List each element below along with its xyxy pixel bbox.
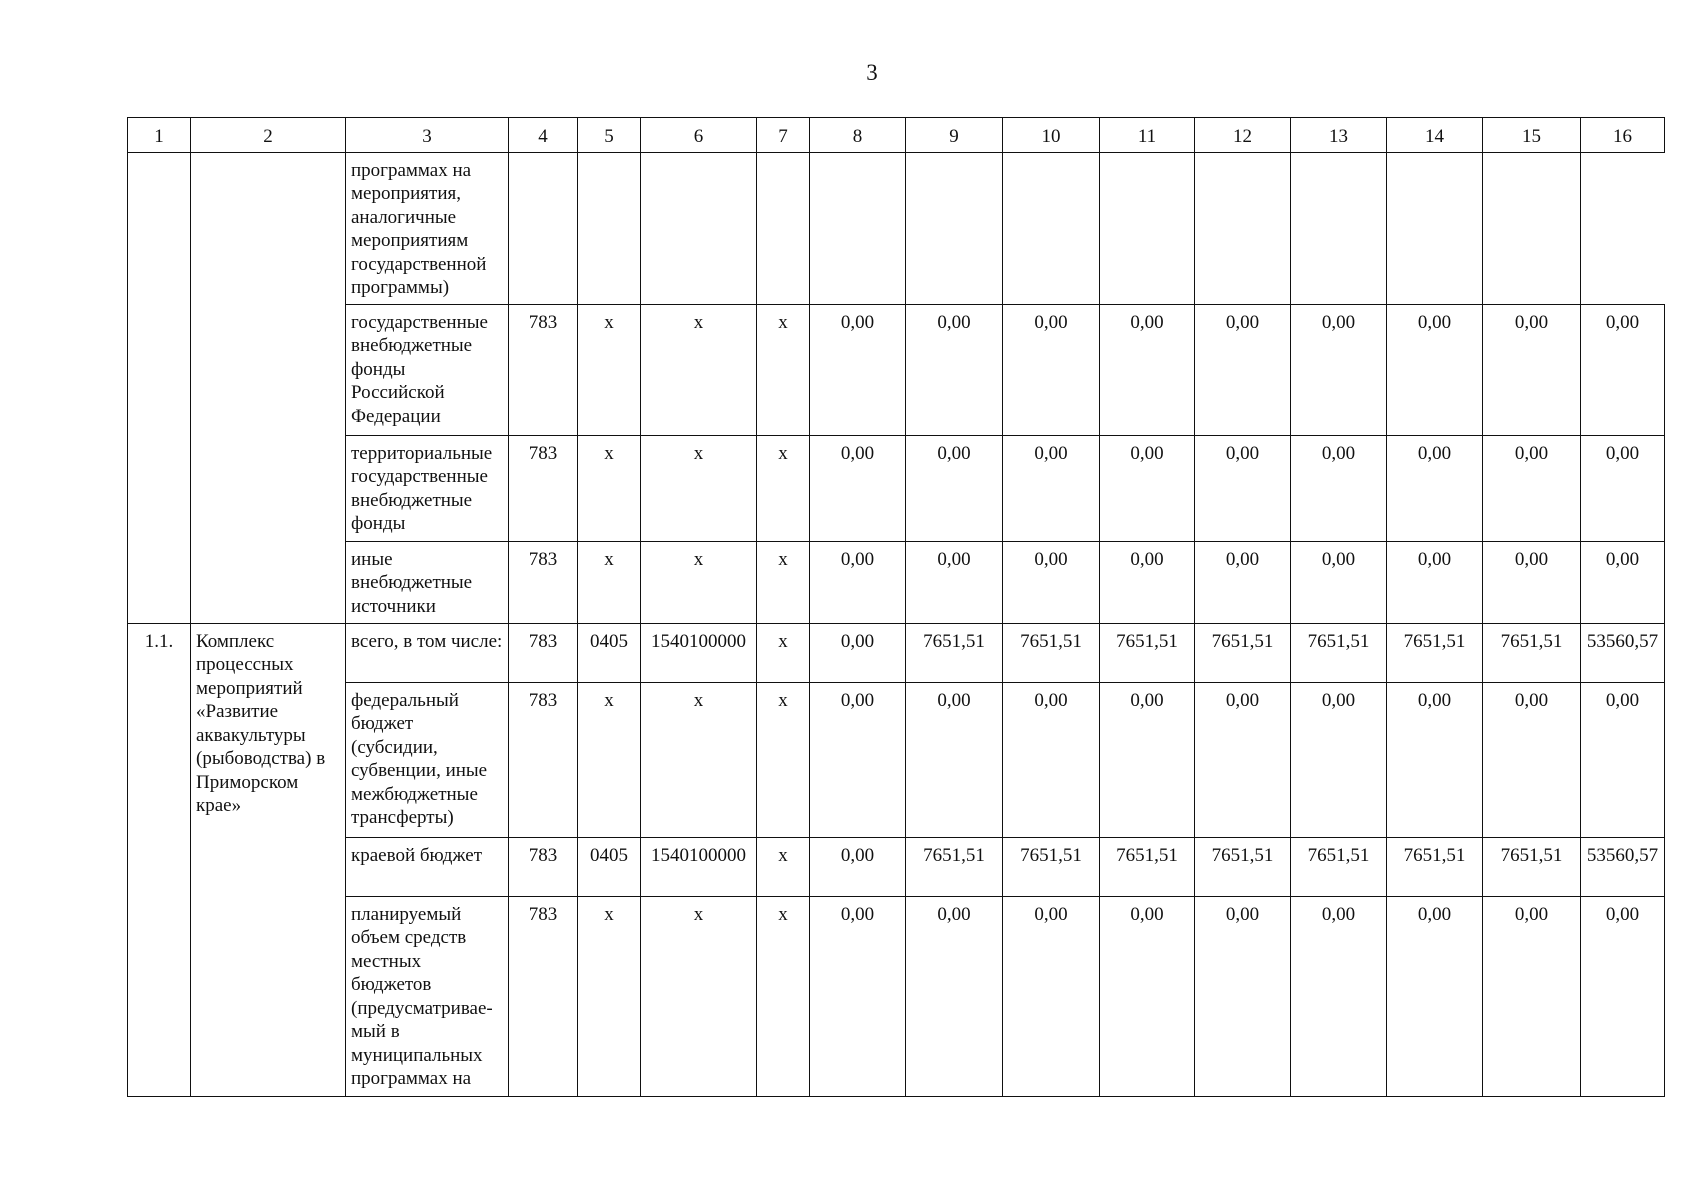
- source-cell: иные внебюджетные источники: [346, 541, 509, 623]
- table-cell: [1100, 152, 1195, 304]
- value-cell: х: [757, 541, 810, 623]
- value-cell: 7651,51: [1387, 623, 1483, 682]
- value-cell: 0,00: [1100, 541, 1195, 623]
- header-cell: 11: [1100, 118, 1195, 153]
- header-cell: 5: [578, 118, 641, 153]
- value-cell: 0,00: [1003, 896, 1100, 1096]
- value-cell: 0,00: [1581, 435, 1665, 541]
- header-cell: 7: [757, 118, 810, 153]
- source-cell: краевой бюджет: [346, 837, 509, 896]
- value-cell: 0,00: [1195, 435, 1291, 541]
- row-number-cell: [128, 152, 191, 623]
- row-name-cell: Комплекс процессных мероприятий «Развитие аквакультуры (рыбоводства) в Приморском крае»: [191, 623, 346, 1096]
- header-cell: 4: [509, 118, 578, 153]
- value-cell: 0,00: [1483, 435, 1581, 541]
- value-cell: х: [641, 541, 757, 623]
- page-number: 3: [866, 60, 878, 85]
- value-cell: 0,00: [1483, 541, 1581, 623]
- value-cell: 1540100000: [641, 837, 757, 896]
- value-cell: 0,00: [1003, 682, 1100, 837]
- value-cell: 0,00: [1483, 682, 1581, 837]
- value-cell: 0,00: [810, 682, 906, 837]
- value-cell: 7651,51: [1483, 623, 1581, 682]
- value-cell: 0,00: [1195, 304, 1291, 435]
- table-cell: [1195, 152, 1291, 304]
- header-cell: 12: [1195, 118, 1291, 153]
- table-cell: [1291, 152, 1387, 304]
- value-cell: х: [578, 435, 641, 541]
- value-cell: 0,00: [1003, 541, 1100, 623]
- value-cell: 0,00: [1003, 304, 1100, 435]
- header-cell: 10: [1003, 118, 1100, 153]
- header-cell: 14: [1387, 118, 1483, 153]
- value-cell: 0,00: [1291, 896, 1387, 1096]
- value-cell: 0,00: [810, 541, 906, 623]
- value-cell: 0,00: [1387, 435, 1483, 541]
- table-row: [128, 304, 1665, 435]
- value-cell: 0,00: [810, 435, 906, 541]
- table-row: [128, 837, 1665, 896]
- value-cell: 783: [509, 435, 578, 541]
- value-cell: 0,00: [810, 837, 906, 896]
- row-number-cell: 1.1.: [128, 623, 191, 1096]
- value-cell: 783: [509, 896, 578, 1096]
- table-header-row: [128, 118, 1665, 153]
- header-cell: 15: [1483, 118, 1581, 153]
- table-cell: [810, 152, 906, 304]
- value-cell: х: [757, 623, 810, 682]
- value-cell: 7651,51: [906, 623, 1003, 682]
- value-cell: 0,00: [1387, 682, 1483, 837]
- header-cell: 3: [346, 118, 509, 153]
- value-cell: 0,00: [1195, 541, 1291, 623]
- value-cell: 0,00: [810, 896, 906, 1096]
- value-cell: 0,00: [810, 304, 906, 435]
- value-cell: 0,00: [1483, 304, 1581, 435]
- table-cell: [578, 152, 641, 304]
- value-cell: 7651,51: [1100, 837, 1195, 896]
- table-row: [128, 435, 1665, 541]
- value-cell: 7651,51: [1100, 623, 1195, 682]
- value-cell: х: [641, 435, 757, 541]
- value-cell: 783: [509, 623, 578, 682]
- value-cell: 0,00: [1291, 682, 1387, 837]
- value-cell: 783: [509, 541, 578, 623]
- row-name-cell: [191, 152, 346, 623]
- table-cell: [1483, 152, 1581, 304]
- source-cell: программах на мероприятия, аналогичные мероприятиям государственной программы): [346, 152, 509, 304]
- value-cell: х: [641, 304, 757, 435]
- value-cell: 783: [509, 304, 578, 435]
- value-cell: 7651,51: [1387, 837, 1483, 896]
- value-cell: 0,00: [1100, 682, 1195, 837]
- value-cell: 7651,51: [1291, 837, 1387, 896]
- header-cell: 9: [906, 118, 1003, 153]
- value-cell: 7651,51: [906, 837, 1003, 896]
- value-cell: 0,00: [1100, 896, 1195, 1096]
- header-cell: 13: [1291, 118, 1387, 153]
- value-cell: 53560,57: [1581, 623, 1665, 682]
- value-cell: 0,00: [1581, 304, 1665, 435]
- source-cell: государственные внебюджетные фонды Российской Федерации: [346, 304, 509, 435]
- value-cell: 0,00: [1291, 541, 1387, 623]
- value-cell: 7651,51: [1291, 623, 1387, 682]
- source-cell: федеральный бюджет (субсидии, субвенции, иные межбюджетные трансферты): [346, 682, 509, 837]
- value-cell: 0,00: [1100, 435, 1195, 541]
- value-cell: 0,00: [1100, 304, 1195, 435]
- header-cell: 6: [641, 118, 757, 153]
- value-cell: х: [757, 896, 810, 1096]
- header-cell: 2: [191, 118, 346, 153]
- value-cell: х: [578, 541, 641, 623]
- table-cell: [509, 152, 578, 304]
- value-cell: 7651,51: [1003, 623, 1100, 682]
- value-cell: 7651,51: [1195, 837, 1291, 896]
- value-cell: 0,00: [1195, 896, 1291, 1096]
- source-cell: всего, в том числе:: [346, 623, 509, 682]
- value-cell: х: [757, 682, 810, 837]
- value-cell: 0,00: [1581, 682, 1665, 837]
- budget-table: [127, 117, 1665, 1097]
- value-cell: 0,00: [906, 435, 1003, 541]
- table-cell: [757, 152, 810, 304]
- value-cell: 0,00: [1291, 435, 1387, 541]
- table-row: [128, 623, 1665, 682]
- value-cell: 0,00: [1387, 896, 1483, 1096]
- source-cell: планируемый объем средств местных бюджетов (предусматривае-мый в муниципальных программах на: [346, 896, 509, 1096]
- value-cell: 0,00: [906, 896, 1003, 1096]
- source-cell: территориальные государственные внебюджетные фонды: [346, 435, 509, 541]
- value-cell: 7651,51: [1195, 623, 1291, 682]
- table-cell: [1387, 152, 1483, 304]
- value-cell: 1540100000: [641, 623, 757, 682]
- value-cell: 7651,51: [1483, 837, 1581, 896]
- value-cell: х: [757, 837, 810, 896]
- table-row: [128, 541, 1665, 623]
- value-cell: 0,00: [810, 623, 906, 682]
- value-cell: 0,00: [1195, 682, 1291, 837]
- value-cell: 53560,57: [1581, 837, 1665, 896]
- value-cell: 783: [509, 682, 578, 837]
- value-cell: 0,00: [1581, 541, 1665, 623]
- header-cell: 8: [810, 118, 906, 153]
- value-cell: 0,00: [906, 682, 1003, 837]
- value-cell: 0405: [578, 623, 641, 682]
- header-cell: 16: [1581, 118, 1665, 153]
- value-cell: 0,00: [1387, 541, 1483, 623]
- table-cell: [1003, 152, 1100, 304]
- value-cell: 0,00: [906, 304, 1003, 435]
- table-cell: [906, 152, 1003, 304]
- value-cell: х: [578, 682, 641, 837]
- table-row: [128, 896, 1665, 1096]
- value-cell: 783: [509, 837, 578, 896]
- value-cell: 0,00: [906, 541, 1003, 623]
- value-cell: х: [578, 304, 641, 435]
- table-row: [128, 152, 1665, 304]
- table-cell: [641, 152, 757, 304]
- value-cell: 0,00: [1291, 304, 1387, 435]
- value-cell: х: [641, 896, 757, 1096]
- table-row: [128, 682, 1665, 837]
- value-cell: 0405: [578, 837, 641, 896]
- value-cell: х: [757, 435, 810, 541]
- value-cell: 7651,51: [1003, 837, 1100, 896]
- value-cell: 0,00: [1387, 304, 1483, 435]
- value-cell: 0,00: [1003, 435, 1100, 541]
- header-cell: 1: [128, 118, 191, 153]
- value-cell: х: [641, 682, 757, 837]
- value-cell: 0,00: [1483, 896, 1581, 1096]
- value-cell: 0,00: [1581, 896, 1665, 1096]
- value-cell: х: [757, 304, 810, 435]
- value-cell: х: [578, 896, 641, 1096]
